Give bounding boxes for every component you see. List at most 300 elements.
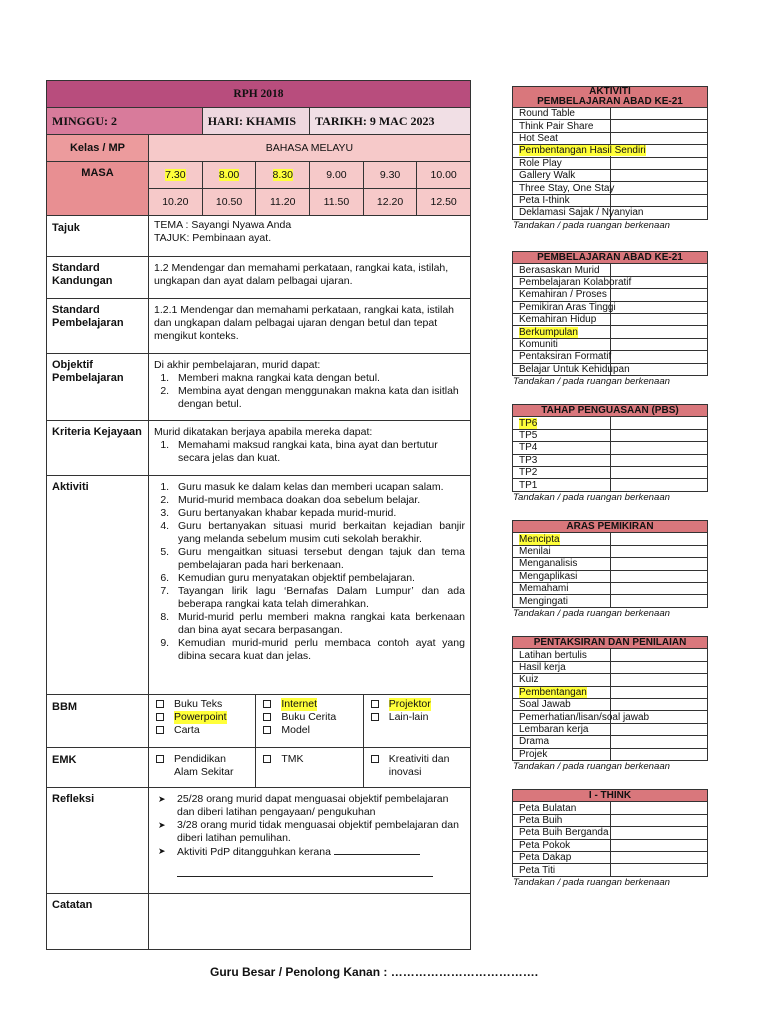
checklist-item-label: Peta Bulatan [519,802,577,814]
checklist-row [513,466,708,478]
checklist-item [513,698,611,710]
emk-col-1 [149,748,256,788]
checklist-mark-cell[interactable] [610,736,708,748]
bbm-option[interactable] [369,711,465,724]
checklist-item-label: TP5 [519,429,538,441]
checklist-row [513,264,708,276]
checklist-item-label: Berkumpulan [519,326,578,338]
checklist-mark-cell[interactable] [610,686,708,698]
sk-label: Standard Kandungan [47,257,149,299]
checklist-item [513,748,611,760]
objektif-list [154,372,465,411]
bbm-col-2 [256,695,363,748]
sp-label: Standard Pembelajaran [47,299,149,354]
refleksi-label: Refleksi [47,788,149,894]
kriteria-list [154,439,465,465]
objektif-label: Objektif Pembelajaran [47,354,149,421]
checklist-mark-cell[interactable] [610,442,708,454]
tajuk-line: TAJUK: Pembinaan ayat. [154,232,272,244]
checklist-row [513,533,708,545]
checklist-aras-pemikiran [512,520,708,620]
aktiviti-item: 2. Murid-murid membaca doakan doa sebelum belajar. [172,494,465,507]
checklist-header [513,521,708,533]
blank-line[interactable] [334,845,420,855]
checklist-row [513,442,708,454]
checklist-mark-cell[interactable] [610,814,708,826]
checklist-row [513,338,708,350]
checklist-row [513,194,708,206]
checklist-title: PEMBELAJARAN ABAD KE-21 [537,96,683,107]
checklist-item-label: Pembelajaran Kolaboratif [519,276,632,288]
checklist-item-label: Round Table [519,108,575,120]
sp-cell: 1.2.1 Mendengar dan memahami perkataan, rangkai kata, istilah dan ungkapan dalam pelbagai ujaran dengan betul dan tepat mengikut konteks. [149,299,471,354]
checklist-title: AKTIVITI [589,86,631,97]
checklist-note: Tandakan / pada ruangan berkenaan [513,760,671,772]
bbm-option-label: Buku Cerita [281,711,337,723]
rph-title: RPH 2018 [47,81,471,108]
checklist-item [513,595,611,607]
emk-option[interactable] [261,753,357,766]
checklist-mark-cell[interactable] [610,802,708,814]
checklist-item [513,814,611,826]
checklist-item [513,313,611,325]
checklist-item-label: Peta Pokok [519,839,571,851]
checklist-row [513,582,708,594]
kriteria-cell [149,421,471,476]
checklist-item [513,289,611,301]
checklist-item [513,429,611,441]
checklist-row [513,864,708,876]
checklist-mark-cell[interactable] [610,108,708,120]
checklist-mark-cell[interactable] [610,545,708,557]
tajuk-label: Tajuk [47,216,149,257]
arrow-bullet-icon: ➤ [158,846,166,856]
checklist-item-label: Hot Seat [519,132,558,144]
checklist-item [513,570,611,582]
checklist-mark-cell[interactable] [610,289,708,301]
blank-line[interactable] [177,873,433,877]
checklist-item-label: Kuiz [519,674,539,686]
kriteria-label: Kriteria Kejayaan [47,421,149,476]
checklist-mark-cell[interactable] [610,264,708,276]
checklist-item-label: Pembentangan Hasil Sendiri [519,145,646,157]
checklist-item-label: Pentaksiran Formatif [519,351,612,363]
checklist-row [513,313,708,325]
bbm-option-label: Internet [281,698,317,710]
checklist-item-label: Menganalisis [519,558,578,570]
checkbox[interactable] [156,713,164,721]
bbm-label: BBM [47,695,149,748]
checklist-item-label: Memahami [519,583,569,595]
checklist-row [513,145,708,157]
checklist-title: ARAS PEMIKIRAN [566,520,654,532]
checklist-row [513,802,708,814]
bbm-option[interactable] [154,711,250,724]
checkbox[interactable] [156,726,164,734]
checklist-row [513,351,708,363]
checklist-row [513,276,708,288]
checkbox[interactable] [156,755,164,763]
checklist-row [513,108,708,120]
checklist-row [513,736,708,748]
bbm-option-label: Model [281,724,310,736]
checklist-note: Tandakan / pada ruangan berkenaan [513,876,671,888]
refleksi-item: ➤ Aktiviti PdP ditangguhkan kerana [154,845,465,859]
checklist-item [513,802,611,814]
checklist-item [513,533,611,545]
checklist-mark-cell[interactable] [610,748,708,760]
checkbox[interactable] [263,726,271,734]
checklist-mark-cell[interactable] [610,649,708,661]
checklist-note: Tandakan / pada ruangan berkenaan [513,375,671,387]
checklist-item [513,108,611,120]
checklist-mark-cell[interactable] [610,120,708,132]
checklist-item-label: Pembentangan [519,686,587,698]
checklist-item-label: TP4 [519,442,538,454]
checklist-item [513,466,611,478]
checklist-mark-cell[interactable] [610,864,708,876]
checklist-i-think [512,789,708,889]
checklist-mark-cell[interactable] [610,558,708,570]
checklist-item [513,326,611,338]
checkbox[interactable] [371,713,379,721]
objektif-cell [149,354,471,421]
checklist-row [513,649,708,661]
checklist-table [512,251,708,376]
checklist-row [513,661,708,673]
checklist-mark-cell[interactable] [610,313,708,325]
checklist-mark-cell[interactable] [610,301,708,313]
checklist-row [513,711,708,723]
checklist-mark-cell[interactable] [610,827,708,839]
checklist-mark-cell[interactable] [610,674,708,686]
masa-end-cell: 12.20 [363,189,417,216]
checklist-item-label: Mengingati [519,595,568,607]
arrow-bullet-icon: ➤ [158,794,166,804]
checklist-row [513,570,708,582]
checklist-row [513,479,708,491]
checklist-item [513,661,611,673]
checklist-item-label: Lembaran kerja [519,723,589,735]
refleksi-item: ➤ 3/28 orang murid tidak menguasai objektif pembelajaran dan diberi latihan pemulihan. [158,819,459,844]
checklist-item [513,417,611,429]
checklist-mark-cell[interactable] [610,723,708,735]
objektif-item: 1. Memberi makna rangkai kata dengan betul. [172,372,465,385]
checklist-item [513,479,611,491]
checklist-item [513,558,611,570]
checklist-item-label: Komuniti [519,338,558,350]
refleksi-item: ➤ 25/28 orang murid dapat menguasai objektif pembelajaran dan diberi latihan pengayaan/ pengukuhan [158,793,449,818]
checklist-item-label: Berasaskan Murid [519,264,600,276]
checklist-item-label: Menilai [519,545,551,557]
checklist-item-label: Kemahiran Hidup [519,314,597,326]
checklist-item-label: TP6 [519,417,538,429]
checklist-item [513,864,611,876]
checklist-item-label: Peta Buih [519,814,563,826]
checklist-row [513,814,708,826]
checklist-item [513,674,611,686]
masa-start-cell: 9.30 [363,162,417,189]
checklist-mark-cell[interactable] [610,338,708,350]
checklist-table [512,636,708,761]
checklist-item-label: Peta I-think [519,194,570,206]
checklist-item-label: Gallery Walk [519,170,576,182]
checklist-note: Tandakan / pada ruangan berkenaan [513,491,671,503]
masa-end-cell: 11.20 [256,189,310,216]
checklist-mark-cell[interactable] [610,582,708,594]
emk-option-label: TMK [281,753,304,765]
aktiviti-item: 9. Kemudian murid-murid perlu membaca contoh ayat yang dibina secara kuat dan jelas. [172,637,465,663]
checklist-mark-cell[interactable] [610,851,708,863]
bbm-option-label: Buku Teks [174,698,223,710]
masa-start-cell [149,162,203,189]
bbm-option[interactable] [261,711,357,724]
aktiviti-item: 6. Kemudian guru menyatakan objektif pembelajaran. [172,572,465,585]
checklist-title: PENTAKSIRAN DAN PENILAIAN [533,636,687,648]
hari-cell: HARI: KHAMIS [202,108,309,135]
checklist-row [513,454,708,466]
checklist-item [513,827,611,839]
checklist-item [513,264,611,276]
checklist-item-label: Kemahiran / Proses [519,289,607,301]
aktiviti-list [154,481,465,663]
checklist-item-label: Peta Dakap [519,852,572,864]
checklist-item-label: Pemerhatian/lisan/soal jawab [519,711,650,723]
bbm-option-label: Projektor [388,698,431,710]
checklist-mark-cell[interactable] [610,479,708,491]
bbm-option-label: Lain-lain [388,711,429,723]
refleksi-cell [149,788,471,894]
checklist-row [513,545,708,557]
checklist-row [513,289,708,301]
masa-end-cell: 10.50 [202,189,256,216]
checklist-mark-cell[interactable] [610,661,708,673]
checklist-item-label: Role Play [519,157,562,169]
checklist-row [513,363,708,375]
checklist-header [513,790,708,802]
masa-end-cell: 10.20 [149,189,203,216]
checkbox[interactable] [263,713,271,721]
checklist-mark-cell[interactable] [610,417,708,429]
checklist-item-label: Drama [519,736,550,748]
checklist-row [513,207,708,219]
objektif-item: 2. Membina ayat dengan menggunakan makna kata dan isitlah dengan betul. [172,385,465,411]
checklist-row [513,169,708,181]
checklist-pembelajaran-abad21 [512,251,708,388]
masa-end-cell: 12.50 [417,189,471,216]
masa-label: MASA [47,162,149,216]
checkbox[interactable] [263,700,271,708]
checklist-item [513,582,611,594]
checklist-item-label: Peta Buih Berganda [519,827,609,839]
checklist-mark-cell[interactable] [610,454,708,466]
emk-option-label: Kreativiti dan inovasi [388,753,450,778]
checklist-mark-cell[interactable] [610,326,708,338]
checklist-row [513,301,708,313]
checklist-item [513,132,611,144]
checklist-item [513,157,611,169]
checklist-row [513,851,708,863]
checklist-item [513,363,630,375]
checklist-item-label: Mengaplikasi [519,570,578,582]
bbm-option-label: Powerpoint [174,711,227,723]
checkbox[interactable] [371,755,379,763]
checklist-title: I - THINK [588,789,632,801]
checklist-item [513,276,632,288]
checklist-item-label: Latihan bertulis [519,649,587,661]
kriteria-intro: Murid dikatakan berjaya apabila mereka dapat: [154,426,373,438]
checklist-item [513,545,611,557]
masa-end-cell: 11.50 [310,189,364,216]
checklist-mark-cell[interactable] [610,429,708,441]
bbm-option[interactable] [154,724,250,737]
checklist-aktiviti-abad21 [512,86,708,232]
checklist-item-label: Soal Jawab [519,699,571,711]
checklist-header [513,87,708,108]
checklist-item-label: TP1 [519,479,538,491]
masa-start-cell: 10.00 [417,162,471,189]
checklist-item [513,338,611,350]
checklist-row [513,723,708,735]
checklist-table [512,404,708,492]
checklist-mark-cell[interactable] [610,132,708,144]
checklist-header [513,637,708,649]
checklist-row [513,698,708,710]
aktiviti-item: 5. Guru mengaitkan situasi tersebut dengan tajuk dan tema pembelajaran pada hari berkenaan. [172,546,465,572]
checklist-row [513,595,708,607]
aktiviti-item: 7. Tayangan lirik lagu ‘Bernafas Dalam Lumpur’ dan ada beberapa rangkai kata telah dimerahkan. [172,585,465,611]
checklist-title: TAHAP PENGUASAAN (PBS) [541,404,679,416]
checklist-tahap-penguasaan [512,404,708,504]
rph-table [46,80,471,950]
masa-start: 7.30 [165,168,186,181]
aktiviti-item: 8. Murid-murid perlu memberi makna rangkai kata berkenaan dan bina ayat secara berpasangan. [172,611,465,637]
catatan-cell[interactable] [149,894,471,950]
checklist-item [513,182,615,194]
arrow-bullet-icon: ➤ [158,820,166,830]
checklist-row [513,827,708,839]
checklist-table [512,789,708,877]
checklist-item [513,839,611,851]
checklist-row [513,558,708,570]
tajuk-cell [149,216,471,257]
checklist-mark-cell[interactable] [610,839,708,851]
checklist-row [513,326,708,338]
checklist-item [513,711,650,723]
checklist-mark-cell[interactable] [610,194,708,206]
checklist-title: PEMBELAJARAN ABAD KE-21 [537,251,683,263]
masa-start: 8.30 [272,168,293,181]
checklist-mark-cell[interactable] [610,182,708,194]
checklist-item [513,736,611,748]
checklist-table [512,520,708,608]
checklist-item-label: Three Stay, One Stay [519,182,615,194]
checklist-item [513,120,611,132]
checklist-item-label: TP3 [519,454,538,466]
checklist-mark-cell[interactable] [610,351,708,363]
minggu-cell: MINGGU: 2 [47,108,203,135]
checklist-table [512,86,708,220]
checklist-row [513,429,708,441]
checklist-item-label: TP2 [519,467,538,479]
checklist-header [513,252,708,264]
aktiviti-item: 3. Guru bertanyakan khabar kepada murid-murid. [172,507,465,520]
checklist-item [513,649,611,661]
checklist-item [513,351,611,363]
aktiviti-label: Aktiviti [47,476,149,695]
checklist-mark-cell[interactable] [610,157,708,169]
checklist-header [513,405,708,417]
bbm-col-1 [149,695,256,748]
checklist-mark-cell[interactable] [610,595,708,607]
emk-col-3 [363,748,470,788]
emk-option[interactable] [369,753,465,779]
signature-line: Guru Besar / Penolong Kanan : ………………………………. [210,965,539,979]
kriteria-item: 1. Memahami maksud rangkai kata, bina ayat dan bertutur secara jelas dan kuat. [172,439,465,465]
aktiviti-cell [149,476,471,695]
emk-col-2 [256,748,363,788]
emk-option[interactable] [154,753,250,779]
checklist-mark-cell[interactable] [610,570,708,582]
checklist-row [513,839,708,851]
bbm-option[interactable] [369,698,465,711]
emk-option-label: Pendidikan Alam Sekitar [174,753,234,778]
checklist-mark-cell[interactable] [610,169,708,181]
checklist-item-label: Pemikiran Aras Tinggi [519,301,616,313]
checklist-row [513,674,708,686]
checklist-note: Tandakan / pada ruangan berkenaan [513,607,671,619]
sk-cell: 1.2 Mendengar dan memahami perkataan, rangkai kata, istilah, ungkapan dan ayat dalam pelbagai ujaran. [149,257,471,299]
checklist-item [513,686,611,698]
checklist-row [513,157,708,169]
masa-start-cell: 9.00 [310,162,364,189]
checklist-item-label: Belajar Untuk Kehidupan [519,363,630,375]
checkbox[interactable] [371,700,379,708]
aktiviti-item: 4. Guru bertanyakan situasi murid berkaitan kejadian banjir yang melanda sebelum musim cuti sekolah berakhir. [172,520,465,546]
emk-label: EMK [47,748,149,788]
checklist-mark-cell[interactable] [610,466,708,478]
bbm-option[interactable] [154,698,250,711]
checklist-item-label: Mencipta [519,533,560,545]
checklist-item [513,454,611,466]
checklist-row [513,120,708,132]
tarikh-cell: TARIKH: 9 MAC 2023 [310,108,471,135]
checklist-item [513,207,644,219]
checkbox[interactable] [156,700,164,708]
checklist-item [513,301,616,313]
bbm-col-3 [363,695,470,748]
checklist-item-label: Deklamasi Sajak / Nyanyian [519,207,644,219]
checklist-item-label: Think Pair Share [519,120,594,132]
checklist-item [513,194,611,206]
checkbox[interactable] [263,755,271,763]
checklist-row [513,182,708,194]
bbm-option[interactable] [261,724,357,737]
bbm-option-label: Carta [174,724,200,736]
checklist-row [513,132,708,144]
checklist-item-label: Projek [519,748,548,760]
checklist-row [513,686,708,698]
bbm-option[interactable] [261,698,357,711]
checklist-mark-cell[interactable] [610,698,708,710]
masa-start-cell [256,162,310,189]
checklist-mark-cell[interactable] [610,533,708,545]
checklist-item [513,169,611,181]
tema-line: TEMA : Sayangi Nyawa Anda [154,219,292,231]
refleksi-list [154,793,465,859]
aktiviti-item: 1. Guru masuk ke dalam kelas dan memberi ucapan salam. [172,481,465,494]
checklist-item [513,442,611,454]
